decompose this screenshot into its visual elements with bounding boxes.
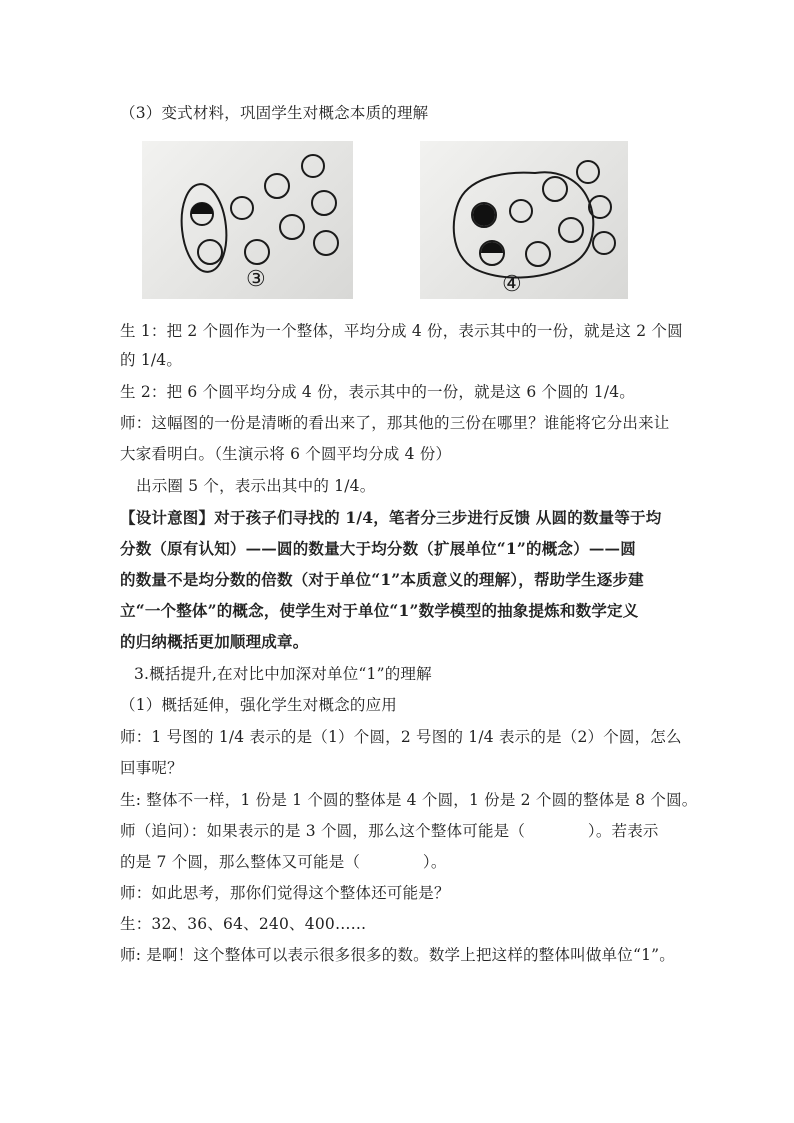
teacher-conclusion-line: 师: 是啊！这个整体可以表示很多很多的数。数学上把这样的整体叫做单位“1”。 (120, 946, 675, 964)
design-intent-line1: 【设计意图】对于孩子们寻找的 1/4，笔者分三步进行反馈 从圆的数量等于均 (120, 508, 662, 527)
figure-3-label: ③ (246, 267, 266, 292)
design-intent-line4: 立“一个整体”的概念，使学生对于单位“1”数学模型的抽象提炼和数学定义 (120, 601, 639, 620)
circle (543, 177, 567, 201)
circle (198, 240, 222, 264)
teacher-followup-line2: 的是 7 个圆，那么整体又可能是（ ）。 (120, 853, 447, 871)
circle (245, 240, 269, 264)
teacher-followup-line1: 师（追问）：如果表示的是 3 个圆，那么这个整体可能是（ ）。若表示 (120, 822, 659, 840)
circle (593, 232, 615, 254)
circle (510, 200, 532, 222)
teacher-question-line1: 师：这幅图的一份是清晰的看出来了，那其他的三份在哪里？谁能将它分出来让 (120, 414, 670, 432)
heading: （3）变式材料，巩固学生对概念本质的理解 (120, 104, 429, 122)
circle (526, 242, 550, 266)
student1-line1: 生 1：把 2 个圆作为一个整体，平均分成 4 份，表示其中的一份，就是这 2 个圆 (120, 322, 683, 340)
circle (302, 155, 324, 177)
shaded-circle (473, 204, 495, 226)
figure-3-photo (142, 141, 353, 299)
shaded-half (191, 203, 213, 214)
circle (314, 231, 338, 255)
figure-4-photo (420, 141, 628, 299)
grouping-loop (178, 182, 231, 274)
student2-line: 生 2：把 6 个圆平均分成 4 份，表示其中的一份，就是这 6 个圆的 1/4。 (120, 383, 636, 401)
student1-line2: 的 1/4。 (120, 351, 183, 369)
circle (231, 197, 253, 219)
circle (280, 215, 304, 239)
teacher-think-line: 师：如此思考，那你们觉得这个整体还可能是？ (120, 884, 450, 902)
circle (577, 161, 599, 183)
circle (265, 174, 289, 198)
teacher-question-line2: 大家看明白。（生演示将 6 个圆平均分成 4 份） (120, 445, 452, 463)
circle (589, 196, 611, 218)
student-answer-line: 生: 整体不一样，1 份是 1 个圆的整体是 4 个圆，1 份是 2 个圆的整体是 8 个圆。 (120, 791, 698, 809)
design-intent-line2: 分数（原有认知）——圆的数量大于均分数（扩展单位“1”的概念）——圆 (120, 539, 636, 558)
student-numbers-line: 生：32、36、64、240、400…… (120, 915, 367, 933)
design-intent-line5: 的归纳概括更加顺理成章。 (120, 632, 309, 651)
figure-4-drawing (420, 141, 628, 299)
show-five-circles-line: 出示圈 5 个，表示出其中的 1/4。 (136, 477, 376, 495)
circle (312, 191, 336, 215)
teacher-line2: 回事呢？ (120, 759, 183, 777)
section-3-heading: 3.概括提升,在对比中加深对单位“1”的理解 (134, 665, 432, 683)
circle (559, 218, 583, 242)
teacher-line1: 师：1 号图的 1/4 表示的是（1）个圆，2 号图的 1/4 表示的是（2）个圆，怎么 (120, 728, 682, 746)
grouping-loop (454, 172, 594, 277)
figure-4-label: ④ (502, 272, 522, 297)
subsection-1-heading: （1）概括延伸，强化学生对概念的应用 (120, 696, 397, 714)
design-intent-line3: 的数量不是均分数的倍数（对于单位“1”本质意义的理解），帮助学生逐步建 (120, 570, 644, 589)
